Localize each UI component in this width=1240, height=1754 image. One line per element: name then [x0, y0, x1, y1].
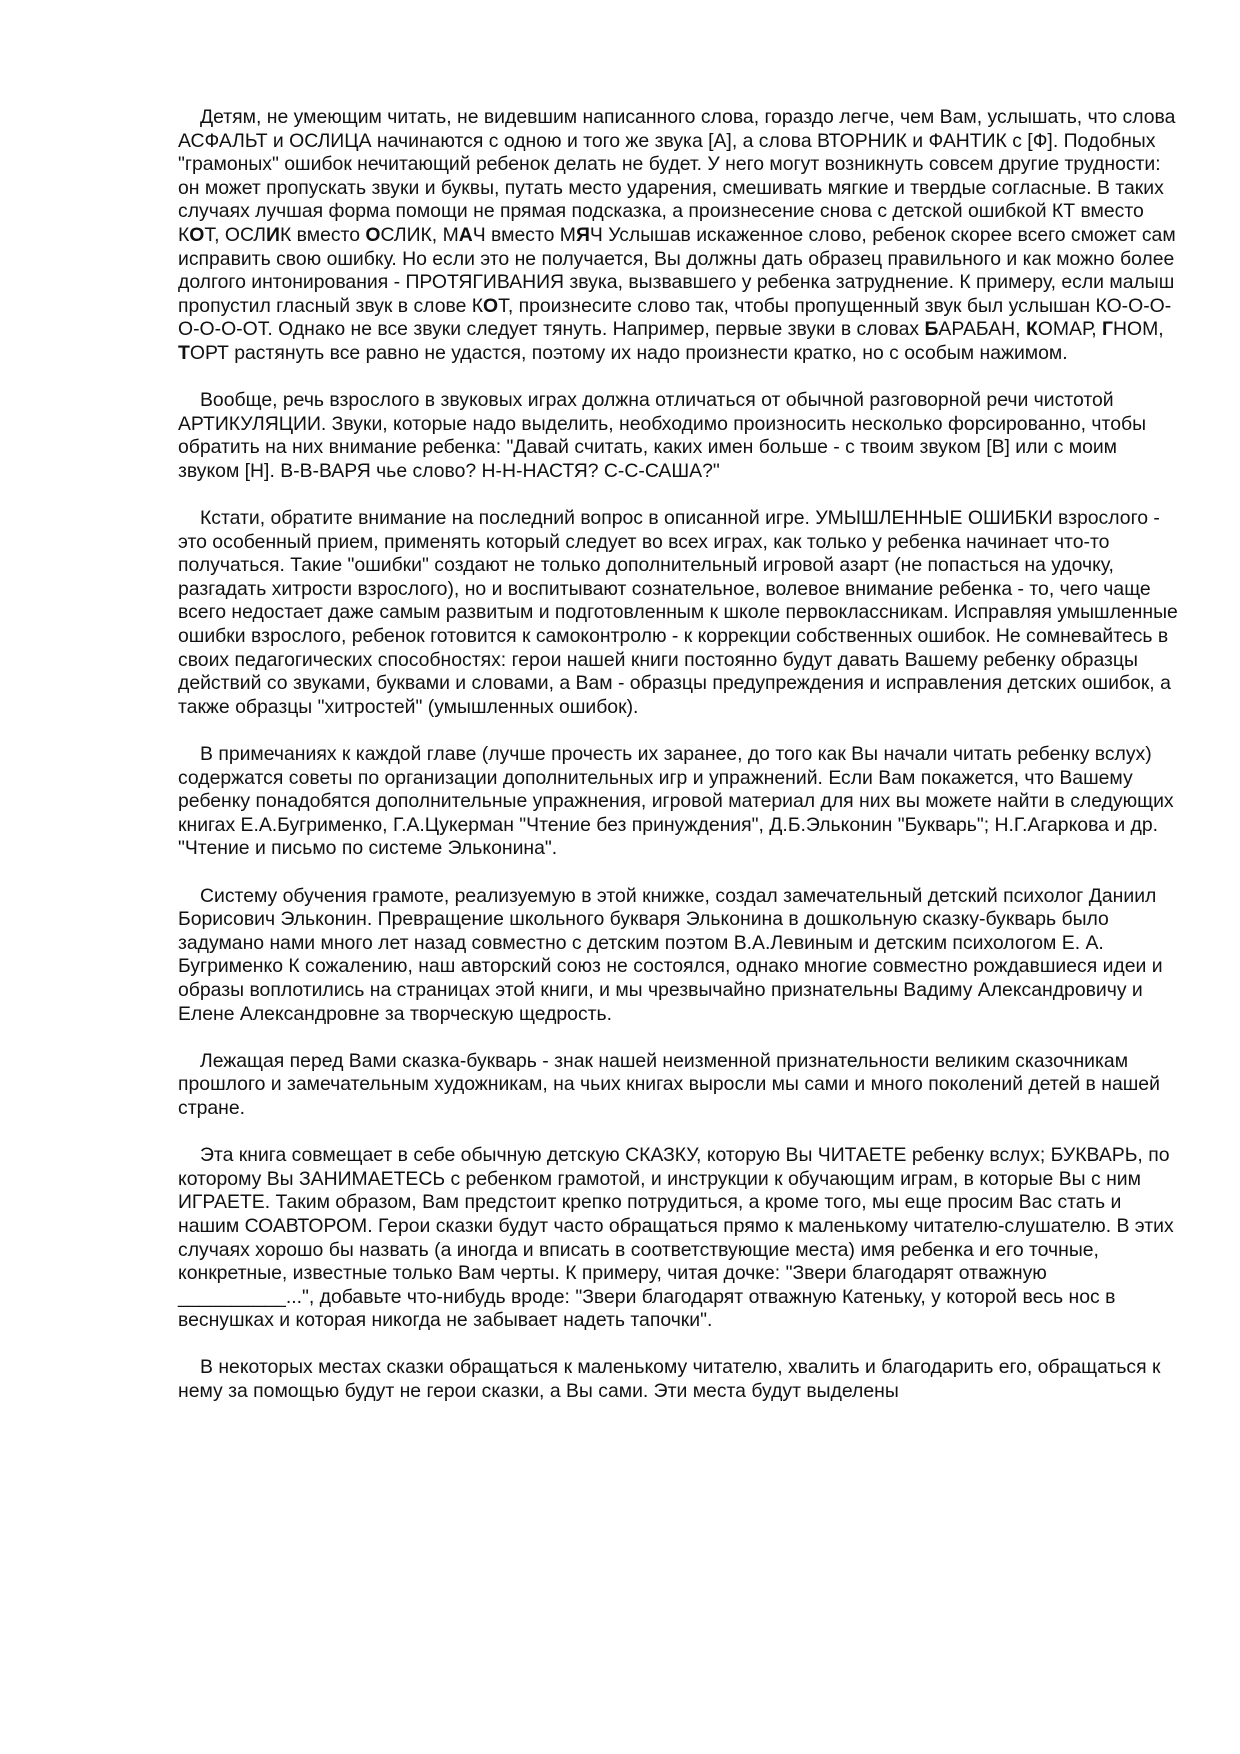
paragraph [178, 389, 1180, 483]
text-run: Ч вместо М [472, 223, 576, 246]
emphasized-letter: К [1025, 318, 1038, 341]
emphasized-letter: А [458, 223, 473, 246]
text-run: Эта книга совмещает в себе обычную детскую СКАЗКУ, которую Вы ЧИТАЕТЕ ребенку вслух; БУКВАРЬ, по которому Вы ЗАНИМАЕТЕСЬ с ребенком грамотой, и инструкции к обучающим играм, в которые Вы с ним ИГРАЕТЕ. Таким образом, Вам предстоит крепко потрудиться, а кроме того, мы еще просим Вас стать и нашим СОАВТОРОМ. Герои сказки будут часто обращаться прямо к маленькому читателю-слушателю. В этих случаях хорошо бы назвать (а иногда и вписать в соответствующие места) имя ребенка и его точные, конкретные, известные только Вам черты. К примеру, читая дочке: "Звери благодарят отважную __________...", добавьте что-нибудь вроде: "Звери благодарят отважную Катеньку, у которой весь нос в веснушках и которая никогда не забывает надеть тапочки". [178, 1144, 1174, 1332]
text-run: ОМАР, [1037, 318, 1102, 341]
text-run: АРАБАН, [938, 318, 1026, 341]
paragraph [178, 743, 1180, 861]
document-page [178, 106, 1180, 1427]
text-run: В некоторых местах сказки обращаться к маленькому читателю, хвалить и благодарить его, обращаться к нему за помощью будут не герои сказки, а Вы сами. Эти места будут выделены [178, 1356, 1161, 1403]
emphasized-letter: О [189, 223, 205, 246]
emphasized-letter: И [266, 223, 280, 246]
paragraph [178, 1356, 1180, 1403]
emphasized-letter: Т [178, 341, 190, 364]
paragraph [178, 1144, 1180, 1333]
text-run: Систему обучения грамоте, реализуемую в этой книжке, создал замечательный детский психолог Даниил Борисович Эльконин. Превращение школьного букваря Эльконина в дошкольную сказку-букварь было задумано нами много лет назад совместно с детским поэтом В.А.Левиным и детским психологом Е. А. Бугрименко К сожалению, наш авторский союз не состоялся, однако многие совместно рождавшиеся идеи и образы воплотились на страницах этой книги, и мы чрезвычайно признательны Вадиму Александровичу и Елене Александровне за творческую щедрость. [178, 884, 1163, 1025]
emphasized-letter: Б [924, 318, 939, 341]
text-run: НОМ, [1113, 318, 1164, 341]
text-run: Кстати, обратите внимание на последний вопрос в описанной игре. УМЫШЛЕННЫЕ ОШИБКИ взрослого - это особенный прием, применять который следует во всех играх, как только у ребенка начинает что-то получаться. Такие "ошибки" создают не только дополнительный игровой азарт (не попасться на удочку, разгадать хитрости взрослого), но и воспитывают сознательное, волевое внимание ребенка - то, чего чаще всего недостает даже самым развитым и подготовленным к школе первоклассникам. Исправляя умышленные ошибки взрослого, ребенок готовится к самоконтролю - к коррекции собственных ошибок. Не сомневайтесь в своих педагогических способностях: герои нашей книги постоянно будут давать Вашему ребенку образцы действий со звуками, буквами и словами, а Вам - образцы предупреждения и исправления детских ошибок, а также образцы "хитростей" (умышленных ошибок). [178, 507, 1178, 718]
paragraph [178, 885, 1180, 1027]
text-run: К вместо [279, 223, 366, 246]
text-run: Детям, не умеющим читать, не видевшим написанного слова, гораздо легче, чем Вам, услышать, что слова АСФАЛЬТ и ОСЛИЦА начинаются с одною и того же звука [А], а слова ВТОРНИК и ФАНТИК с [Ф]. Подобных "грамоных" ошибок нечитающий ребенок делать не будет. У него могут возникнуть совсем другие трудности: он может пропускать звуки и буквы, путать место ударения, смешивать мягкие и твердые согласные. В таких случаях лучшая форма помощи не прямая подсказка, а произнесение снова с детской ошибкой КТ вместо К [178, 106, 1176, 246]
text-run: Т, ОСЛ [204, 223, 267, 246]
text-run: В примечаниях к каждой главе (лучше прочесть их заранее, до того как Вы начали читать ребенку вслух) содержатся советы по организации дополнительных игр и упражнений. Если Вам покажется, что Вашему ребенку понадобятся дополнительные упражнения, игровой материал для них вы можете найти в следующих книгах Е.А.Бугрименко, Г.А.Цукерман "Чтение без принуждения", Д.Б.Эльконин "Букварь"; Н.Г.Агаркова и др. "Чтение и письмо по системе Эльконина". [178, 743, 1174, 860]
text-run: ОРТ растянуть все равно не удастся, поэтому их надо произнести кратко, но с особым нажимом. [189, 341, 1068, 364]
paragraph [178, 507, 1180, 719]
emphasized-letter: О [483, 294, 499, 317]
text-run: Вообще, речь взрослого в звуковых играх должна отличаться от обычной разговорной речи чистотой АРТИКУЛЯЦИИ. Звуки, которые надо выделить, необходимо произносить несколько форсированно, чтобы обратить на них внимание ребенка: "Давай считать, каких имен больше - с твоим звуком [В] или с моим звуком [Н]. В-В-ВАРЯ чье слово? Н-Н-НАСТЯ? С-С-САША?" [178, 389, 1147, 482]
emphasized-letter: О [365, 223, 381, 246]
emphasized-letter: Я [575, 223, 590, 246]
text-run: СЛИК, М [380, 223, 459, 246]
paragraph [178, 1050, 1180, 1121]
text-run: Т, произнесите слово так, чтобы пропущенный звук был услышан КО-О-О-О-О-О-ОТ. Однако не все звуки следует тянуть. Например, первые звуки в словах [178, 294, 1172, 341]
text-run: Лежащая перед Вами сказка-букварь - знак нашей неизменной признательности великим сказочникам прошлого и замечательным художникам, на чьих книгах выросли мы сами и много поколений детей в нашей стране. [178, 1049, 1160, 1119]
paragraph [178, 106, 1180, 366]
text-run: Ч Услышав искаженное слово, ребенок скорее всего сможет сам исправить свою ошибку. Но если это не получается, Вы должны дать образец правильного и как можно более долгого интонирования - ПРОТЯГИВАНИЯ звука, вызвавшего у ребенка затруднение. К примеру, если малыш пропустил гласный звук в слове К [178, 223, 1176, 317]
emphasized-letter: Г [1102, 318, 1113, 341]
